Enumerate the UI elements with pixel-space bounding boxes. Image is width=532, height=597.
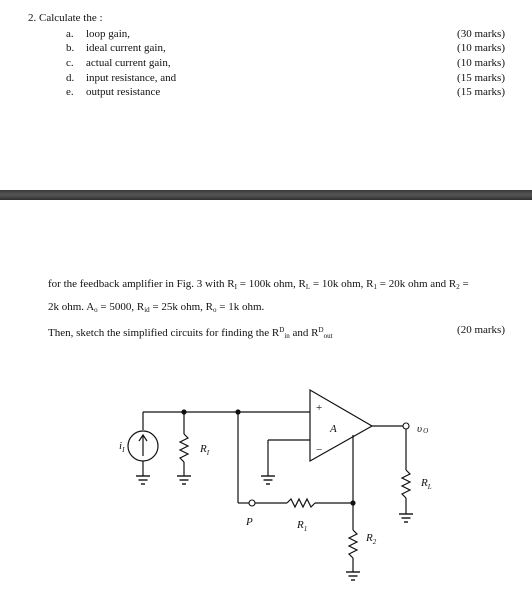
- ground-icon: [399, 514, 413, 522]
- terminal-p: [249, 500, 255, 506]
- label-minus: −: [316, 444, 323, 456]
- question-title: 2. Calculate the :: [28, 12, 103, 24]
- sketch-marks: (20 marks): [457, 324, 505, 336]
- problem-line-3: Then, sketch the simplified circuits for finding the $R^D_{in}$ and $R^D_{out}$: [48, 326, 333, 340]
- list-item: [66, 28, 130, 41]
- item-marks: (10 marks): [457, 42, 505, 54]
- terminal-vo: [403, 423, 409, 429]
- item-letter: b.: [66, 42, 75, 54]
- item-letter: d.: [66, 72, 75, 84]
- label-ri: $R_I$: [200, 443, 210, 457]
- resistor-ri: [180, 434, 188, 462]
- resistor-r2: [349, 530, 357, 558]
- label-r2: $R_2$: [366, 532, 377, 546]
- label-amp: A: [330, 423, 337, 435]
- arrow-up-icon: [139, 435, 147, 456]
- label-plus: +: [316, 402, 323, 414]
- page-divider: [0, 190, 532, 200]
- item-text: input resistance, and: [86, 72, 177, 84]
- problem-line-2: 2k ohm. $A_o = 5000$, $R_{id} = 25k$ ohm, $R_o = 1k$ ohm.: [48, 301, 265, 314]
- ground-icon: [136, 476, 150, 484]
- ground-icon: [177, 476, 191, 484]
- junction-dot: [181, 409, 186, 414]
- junction-dot: [235, 409, 240, 414]
- item-marks: (15 marks): [457, 72, 505, 84]
- item-letter: c.: [66, 57, 74, 69]
- label-rl: $R_L$: [421, 477, 432, 491]
- item-marks: (30 marks): [457, 28, 505, 40]
- item-letter: a.: [66, 28, 74, 40]
- ground-icon: [261, 476, 275, 484]
- item-marks: (10 marks): [457, 57, 505, 69]
- list-item: [66, 57, 171, 70]
- resistor-r1: [287, 499, 315, 507]
- item-marks: (15 marks): [457, 86, 505, 98]
- label-ii: $i_I$: [119, 440, 125, 454]
- list-item: [66, 42, 166, 55]
- list-item: [66, 86, 160, 99]
- feedback-amplifier-circuit: [0, 370, 532, 597]
- junction-dot: [350, 500, 355, 505]
- list-item: [66, 72, 176, 85]
- ground-icon: [346, 572, 360, 580]
- label-p: P: [246, 516, 253, 528]
- label-vo: υO: [417, 423, 429, 435]
- item-text: output resistance: [86, 86, 161, 98]
- item-text: ideal current gain,: [86, 42, 166, 54]
- item-letter: e.: [66, 86, 74, 98]
- problem-line-1: for the feedback amplifier in Fig. 3 with $R_I = 100k$ ohm, $R_L = 10k$ ohm, $R_1 = 20k$ ohm and $R_2$ =: [48, 278, 469, 291]
- item-text: actual current gain,: [86, 57, 171, 69]
- resistor-rl: [402, 470, 410, 498]
- label-r1: $R_1$: [297, 519, 308, 533]
- item-text: loop gain,: [86, 28, 130, 40]
